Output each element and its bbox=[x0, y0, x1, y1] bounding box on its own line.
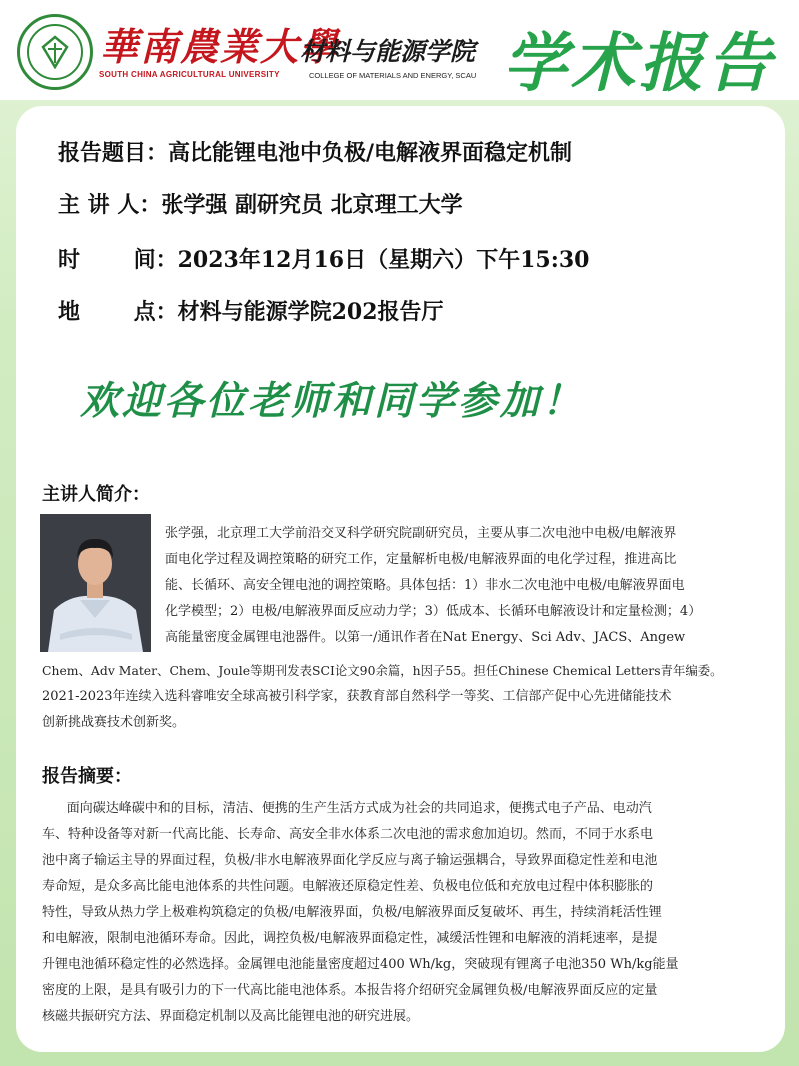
college-name: 材料与能源学院 bbox=[300, 37, 476, 66]
speaker-label: 主 讲 人： bbox=[58, 193, 162, 218]
speaker-value: 张学强 副研究员 北京理工大学 bbox=[161, 193, 463, 218]
place-value: 材料与能源学院202报告厅 bbox=[177, 299, 444, 325]
time-line bbox=[58, 243, 589, 274]
abstract-line: 车、特种设备等对新一代高比能、长寿命、高安全非水体系二次电池的需求愈加迫切。然而，不同于水系电 bbox=[42, 827, 654, 842]
report-title-label: 报告题目： bbox=[58, 141, 169, 166]
college-english-name: COLLEGE OF MATERIALS AND ENERGY, SCAU bbox=[309, 71, 477, 80]
time-label: 时 间： bbox=[58, 248, 178, 273]
bio-heading: 主讲人简介： bbox=[42, 484, 150, 505]
welcome-message: 欢迎各位老师和同学参加！ bbox=[80, 378, 585, 424]
speaker-line bbox=[58, 188, 463, 219]
report-title-line bbox=[58, 136, 572, 167]
bio-line: 化学模型；2）电极/电解液界面反应动力学；3）低成本、长循环电解液设计和定量检测；4） bbox=[165, 604, 702, 619]
bio-line: 能、长循环、高安全锂电池的调控策略。具体包括：1）非水二次电池中电极/电解液界面电 bbox=[165, 578, 685, 593]
bio-line: 高能量密度金属锂电池器件。以第一/通讯作者在Nat Energy、Sci Adv、JACS、Angew bbox=[165, 630, 686, 645]
place-label: 地 点： bbox=[58, 300, 178, 325]
bio-line: 创新挑战赛技术创新奖。 bbox=[42, 715, 186, 730]
abstract-line: 特性，导致从热力学上极难构筑稳定的负极/电解液界面，负极/电解液界面反复破坏、再生，持续消耗活性锂 bbox=[42, 905, 662, 920]
bio-line: 面电化学过程及调控策略的研究工作，定量解析电极/电解液界面的电化学过程，推进高比 bbox=[165, 552, 677, 567]
abstract-line: 池中离子输运主导的界面过程，负极/非水电解液界面化学反应与离子输运强耦合，导致界面稳定性差和电池 bbox=[42, 853, 658, 868]
university-english-name: SOUTH CHINA AGRICULTURAL UNIVERSITY bbox=[99, 70, 280, 79]
bio-line: 张学强，北京理工大学前沿交叉科学研究院副研究员，主要从事二次电池中电极/电解液界 bbox=[165, 526, 677, 541]
time-value: 2023年12月16日（星期六）下午15:30 bbox=[177, 247, 590, 273]
university-logo bbox=[17, 14, 93, 90]
abstract-line: 密度的上限，是具有吸引力的下一代高比能电池体系。本报告将介绍研究金属锂负极/电解液界面反应的定量 bbox=[42, 983, 658, 998]
speaker-portrait-icon bbox=[40, 514, 151, 652]
report-title-value: 高比能锂电池中负极/电解液界面稳定机制 bbox=[168, 141, 573, 166]
abstract-line: 和电解液，限制电池循环寿命。因此，调控负极/电解液界面稳定性，减缓活性锂和电解液的消耗速率，是提 bbox=[42, 931, 658, 946]
abstract-line: 面向碳达峰碳中和的目标，清洁、便携的生产生活方式成为社会的共同追求，便携式电子产品、电动汽 bbox=[42, 801, 652, 816]
abstract-heading: 报告摘要： bbox=[42, 766, 132, 787]
bio-line: Chem、Adv Mater、Chem、Joule等期刊发表SCI论文90余篇，h因子55。担任Chinese Chemical Letters青年编委。 bbox=[42, 663, 723, 678]
abstract-line: 升锂电池循环稳定性的必然选择。金属锂电池能量密度超过400 Wh/kg，突破现有锂离子电池350 Wh/kg能量 bbox=[42, 957, 679, 972]
abstract-line: 核磁共振研究方法、界面稳定机制以及高比能锂电池的研究进展。 bbox=[42, 1009, 420, 1024]
university-name: 華南農業大學 bbox=[100, 24, 341, 69]
bio-line: 2021-2023年连续入选科睿唯安全球高被引科学家，获教育部自然科学一等奖、工信部产促中心先进储能技术 bbox=[42, 689, 672, 704]
event-type-title: 学术报告 bbox=[503, 26, 775, 101]
logo-emblem-icon bbox=[40, 35, 70, 69]
speaker-photo bbox=[40, 514, 151, 652]
abstract-line: 寿命短，是众多高比能电池体系的共性问题。电解液还原稳定性差、负极电位低和充放电过程中体积膨胀的 bbox=[42, 879, 654, 894]
header-banner bbox=[0, 0, 799, 100]
place-line bbox=[58, 295, 444, 326]
